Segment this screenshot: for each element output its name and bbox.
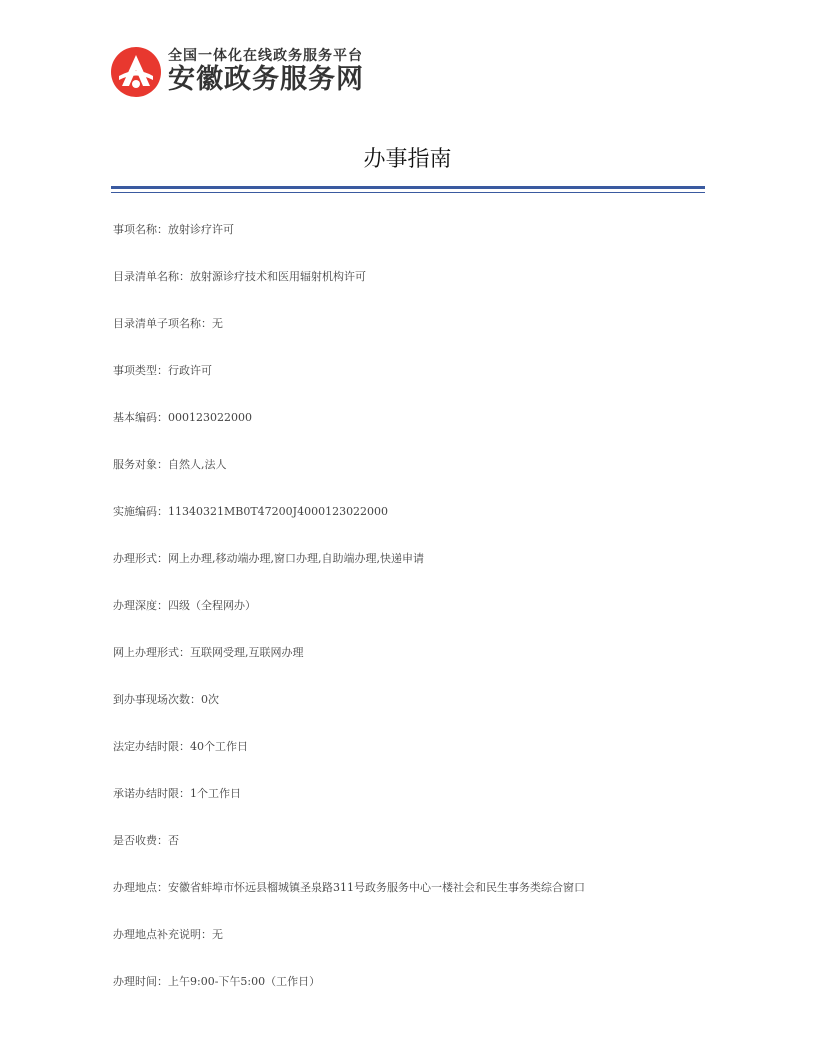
field-label: 基本编码： <box>113 411 168 424</box>
field-label: 办理地点补充说明： <box>113 928 212 941</box>
site-header <box>110 46 364 98</box>
field-value: 放射源诊疗技术和医用辐射机构许可 <box>190 270 366 283</box>
field-value: 互联网受理,互联网办理 <box>190 646 304 659</box>
field-value: 无 <box>212 317 223 330</box>
field-value: 40个工作日 <box>190 740 248 753</box>
field-label: 事项类型： <box>113 364 168 377</box>
field-label: 法定办结时限： <box>113 740 190 753</box>
guide-field <box>113 692 713 739</box>
field-value: 网上办理,移动端办理,窗口办理,自助端办理,快递申请 <box>168 552 424 565</box>
guide-field <box>113 457 713 504</box>
field-value: 行政许可 <box>168 364 212 377</box>
field-label: 办理形式： <box>113 552 168 565</box>
guide-field <box>113 880 713 927</box>
guide-field <box>113 833 713 880</box>
guide-field <box>113 974 713 1021</box>
brand-platform-name: 全国一体化在线政务服务平台 <box>168 48 363 64</box>
field-label: 是否收费： <box>113 834 168 847</box>
field-label: 目录清单名称： <box>113 270 190 283</box>
guide-field <box>113 598 713 645</box>
guide-field <box>113 739 713 786</box>
guide-field <box>113 786 713 833</box>
field-label: 服务对象： <box>113 458 168 471</box>
field-label: 办理时间： <box>113 975 168 988</box>
guide-field <box>113 222 713 269</box>
field-label: 网上办理形式： <box>113 646 190 659</box>
field-label: 到办事现场次数： <box>113 693 201 706</box>
field-value: 0次 <box>201 693 219 706</box>
field-value: 上午9:00-下午5:00（工作日） <box>168 975 321 988</box>
field-value: 否 <box>168 834 179 847</box>
page-title: 办事指南 <box>363 147 452 172</box>
guide-field <box>113 316 713 363</box>
field-value: 放射诊疗许可 <box>168 223 234 236</box>
guide-field <box>113 363 713 410</box>
field-value: 自然人,法人 <box>168 458 227 471</box>
guide-field <box>113 269 713 316</box>
anhui-gov-service-logo-icon <box>110 46 162 98</box>
title-divider-thick <box>111 186 705 189</box>
guide-field <box>113 410 713 457</box>
field-value: 000123022000 <box>168 411 252 424</box>
field-value: 11340321MB0T47200J4000123022000 <box>168 505 389 518</box>
brand-site-name: 安徽政务服务网 <box>168 64 364 95</box>
guide-field <box>113 551 713 598</box>
guide-field-list <box>113 222 713 1021</box>
guide-field <box>113 645 713 692</box>
field-label: 承诺办结时限： <box>113 787 190 800</box>
field-value: 无 <box>212 928 223 941</box>
field-label: 办理深度： <box>113 599 168 612</box>
title-divider-thin <box>111 192 705 193</box>
field-value: 安徽省蚌埠市怀远县榴城镇圣泉路311号政务服务中心一楼社会和民生事务类综合窗口 <box>168 881 585 894</box>
guide-field <box>113 927 713 974</box>
field-label: 目录清单子项名称： <box>113 317 212 330</box>
guide-field <box>113 504 713 551</box>
field-value: 四级（全程网办） <box>168 599 256 612</box>
field-label: 办理地点： <box>113 881 168 894</box>
field-label: 事项名称： <box>113 223 168 236</box>
field-label: 实施编码： <box>113 505 168 518</box>
brand-text <box>168 48 364 96</box>
field-value: 1个工作日 <box>190 787 241 800</box>
